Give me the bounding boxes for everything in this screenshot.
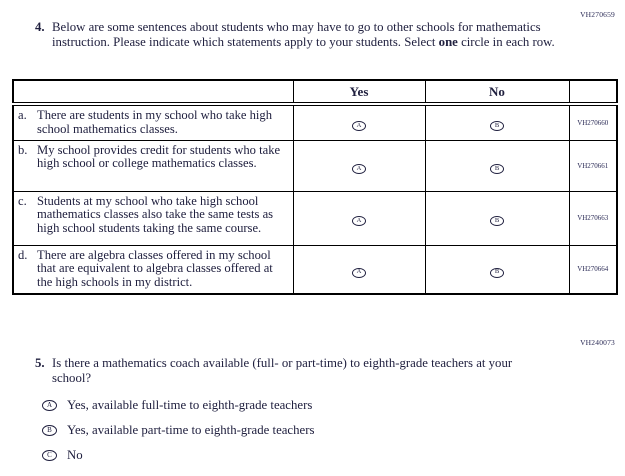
table-row-b	[13, 140, 617, 191]
no-bubble-b[interactable]: B	[490, 164, 504, 174]
no-cell-c	[425, 191, 569, 245]
yes-bubble-c[interactable]: A	[352, 216, 366, 226]
option-no[interactable]	[42, 449, 314, 462]
table-row-c	[13, 191, 617, 245]
header-empty-cell	[13, 80, 293, 104]
question4-text	[52, 20, 557, 49]
option-full-time[interactable]	[42, 399, 314, 412]
question5-number: 5.	[35, 356, 45, 370]
yes-bubble-d[interactable]: A	[352, 268, 366, 278]
row-letter-c: c.	[18, 193, 27, 208]
no-cell-d	[425, 245, 569, 294]
question4-text-end: circle in each row.	[457, 34, 555, 49]
no-bubble-a[interactable]: B	[490, 121, 504, 131]
statement-text-d: There are algebra classes offered in my school that are equivalent to algebra classes offered at the high schools in my district.	[37, 247, 273, 290]
statement-text-c: Students at my school who take high school mathematics classes also take the same tests as high school students taking the same course.	[37, 193, 274, 236]
yes-cell-a	[293, 104, 425, 140]
row-code-a: VH270660	[569, 104, 617, 140]
option-label-full-time: Yes, available full-time to eighth-grade teachers	[67, 398, 313, 412]
yes-cell-b	[293, 140, 425, 191]
option-label-no: No	[67, 448, 83, 462]
statement-text-b: My school provides credit for students who take high school or college mathematics classes.	[37, 142, 281, 171]
question4-accession-code: VH270659	[580, 10, 615, 19]
statement-cell-c	[13, 191, 293, 245]
question5-options	[42, 399, 314, 474]
no-bubble-c[interactable]: B	[490, 216, 504, 226]
option-bubble-c[interactable]: C	[42, 450, 57, 461]
option-label-part-time: Yes, available part-time to eighth-grade teachers	[67, 423, 315, 437]
row-code-b: VH270661	[569, 140, 617, 191]
yes-cell-d	[293, 245, 425, 294]
yes-cell-c	[293, 191, 425, 245]
question4-bold-word: one	[438, 34, 458, 49]
no-cell-b	[425, 140, 569, 191]
question4	[35, 20, 557, 49]
question4-number: 4.	[35, 20, 45, 34]
header-no: No	[425, 80, 569, 104]
statements-table-header	[13, 80, 617, 104]
yes-bubble-b[interactable]: A	[352, 164, 366, 174]
option-bubble-a[interactable]: A	[42, 400, 57, 411]
table-row-a	[13, 104, 617, 140]
no-bubble-d[interactable]: B	[490, 268, 504, 278]
option-bubble-b[interactable]: B	[42, 425, 57, 436]
header-code-cell	[569, 80, 617, 104]
question5	[35, 356, 552, 385]
row-letter-b: b.	[18, 142, 28, 157]
question5-text: Is there a mathematics coach available (full- or part-time) to eighth-grade teachers at your school?	[52, 356, 513, 385]
statement-text-a: There are students in my school who take high school mathematics classes.	[37, 108, 273, 136]
row-code-c: VH270663	[569, 191, 617, 245]
statements-table	[12, 79, 618, 295]
row-letter-d: d.	[18, 247, 28, 262]
yes-bubble-a[interactable]: A	[352, 121, 366, 131]
statement-cell-a	[13, 104, 293, 140]
row-code-d: VH270664	[569, 245, 617, 294]
header-yes: Yes	[293, 80, 425, 104]
question5-accession-code: VH240073	[580, 338, 615, 347]
row-letter-a: a.	[18, 108, 27, 122]
option-part-time[interactable]	[42, 424, 314, 437]
table-row-d	[13, 245, 617, 294]
statement-cell-b	[13, 140, 293, 191]
statement-cell-d	[13, 245, 293, 294]
no-cell-a	[425, 104, 569, 140]
question4-text-start: Below are some sentences about students who may have to go to other schools for mathematics instruction. Please indicate which statements apply to your students. Select	[52, 20, 541, 49]
